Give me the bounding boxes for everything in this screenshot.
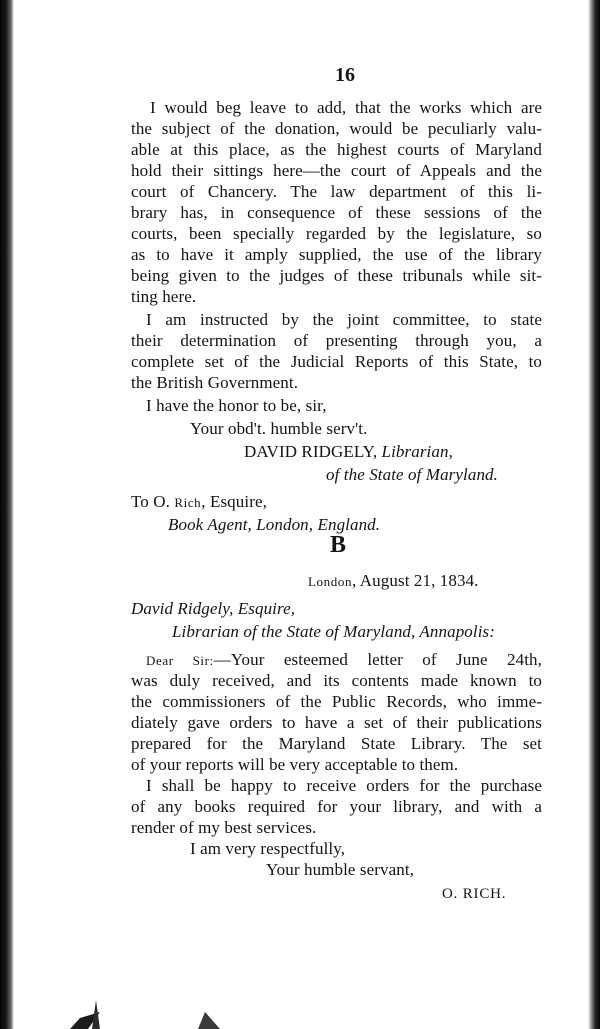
text-line: I am instructed by the joint committee, to state	[146, 310, 542, 329]
text-line: their determination of presenting through you, a	[131, 331, 542, 350]
text-line: the commissioners of the Public Records, who imme-	[131, 692, 542, 711]
addressee-suffix: , Esquire,	[201, 492, 267, 511]
appendix-label: B	[329, 532, 346, 558]
text-line: the subject of the donation, would be peculiarly valu-	[131, 119, 542, 138]
signature-name: DAVID RIDGELY,	[244, 442, 378, 461]
text-line: diately gave orders to have a set of their publications	[131, 713, 542, 732]
scan-left-edge	[0, 0, 14, 1029]
text-line: —Your esteemed letter of June 24th,	[213, 650, 542, 669]
text-line: ting here.	[131, 287, 197, 306]
addressee-prefix: To O.	[131, 492, 175, 511]
addressee-name: Rich	[174, 495, 202, 510]
closing-line: I have the honor to be, sir,	[146, 396, 327, 415]
salutation: Dear Sir:	[146, 653, 214, 668]
text-line: complete set of the Judicial Reports of this State, to	[131, 352, 542, 371]
text-line: as to have it amply supplied, the use of the library	[131, 245, 542, 264]
date-line	[308, 571, 479, 592]
signature-title: Librarian,	[381, 442, 453, 461]
closing-line: Your humble servant,	[266, 860, 415, 879]
text-line: brary has, in consequence of these sessions of the	[131, 203, 542, 222]
text-line: able at this place, as the highest courts of Maryland	[131, 140, 542, 159]
addressee-line	[131, 492, 267, 513]
text-line: court of Chancery. The law department of this li-	[131, 182, 542, 201]
closing-line: Your obd't. humble serv't.	[190, 419, 368, 438]
closing-line: I am very respectfully,	[190, 839, 346, 858]
text-line: courts, been specially regarded by the legislature, so	[131, 224, 542, 243]
text-line: of any books required for your library, and with a	[131, 797, 542, 816]
signature-line	[244, 442, 453, 462]
text-line: being given to the judges of these tribunals while sit-	[131, 266, 542, 285]
date: , August 21, 1834.	[352, 571, 479, 590]
text-line: was duly received, and its contents made known to	[131, 671, 542, 690]
salutation-line	[146, 650, 542, 671]
scan-right-edge	[588, 0, 600, 1029]
place: London	[308, 574, 353, 589]
signature: O. RICH.	[442, 886, 507, 902]
text-line: prepared for the Maryland State Library. The set	[131, 734, 542, 753]
text-line: of your reports will be very acceptable to them.	[131, 755, 459, 774]
recipient-line: David Ridgely, Esquire,	[131, 599, 296, 618]
scan-fold-mark	[70, 960, 230, 1029]
text-line: render of my best services.	[131, 818, 317, 837]
addressee-line-2: Book Agent, London, England.	[168, 515, 381, 534]
text-line: hold their sittings here—the court of Appeals and the	[131, 161, 542, 180]
text-line: I shall be happy to receive orders for the purchase	[146, 776, 542, 795]
text-line: I would beg leave to add, that the works which are	[150, 98, 542, 117]
signature-title-2: of the State of Maryland.	[326, 465, 499, 484]
page-number: 16	[335, 64, 355, 86]
recipient-line-2: Librarian of the State of Maryland, Annapolis:	[172, 622, 496, 641]
text-line: the British Government.	[131, 373, 299, 392]
